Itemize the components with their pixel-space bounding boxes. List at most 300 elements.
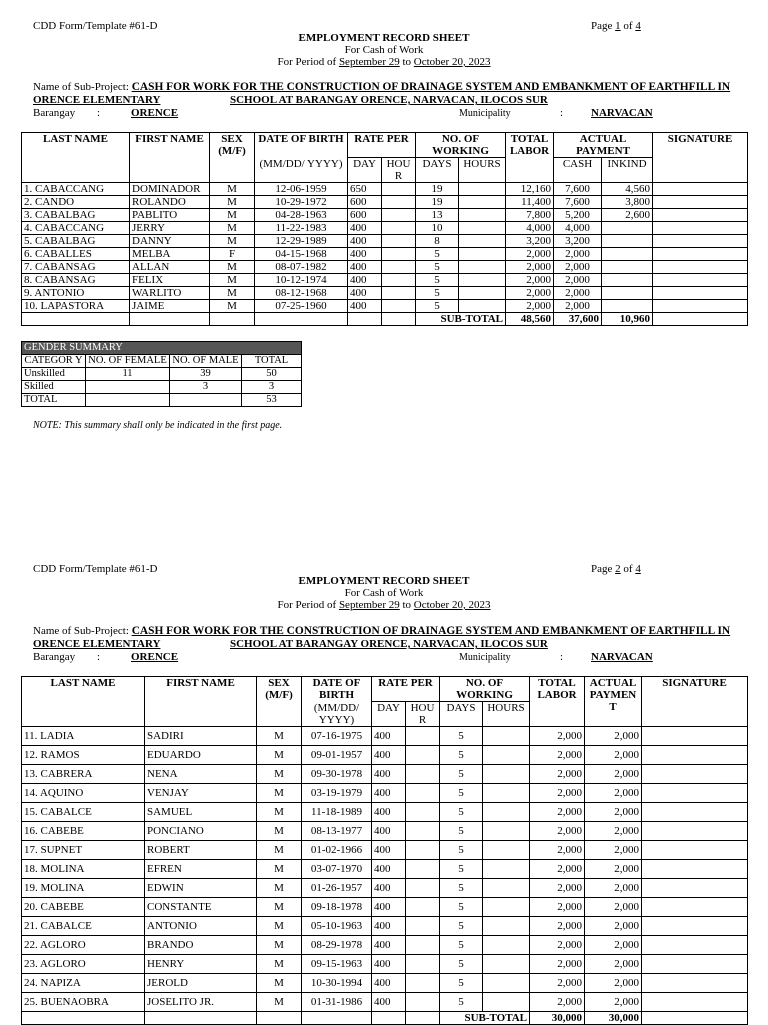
cell-sex: M [257, 822, 302, 841]
cell-total-labor: 2,000 [530, 974, 585, 993]
cell-sex: M [257, 727, 302, 746]
cell-total-labor: 2,000 [530, 822, 585, 841]
cell-inkind: 4,560 [602, 183, 653, 196]
table-row [22, 917, 748, 936]
col-total-labor: TOTAL LABOR [530, 677, 585, 727]
page-of: of [623, 20, 633, 32]
gs-cell-category: TOTAL [22, 394, 86, 407]
cell-dob: 08-12-1968 [255, 287, 348, 300]
cell-sex: M [210, 287, 255, 300]
cell-dob: 09-01-1957 [302, 746, 372, 765]
cell-signature [653, 287, 748, 300]
col-cash: CASH [554, 158, 602, 183]
cell-rate-day: 400 [348, 222, 382, 235]
barangay-colon: : [97, 651, 101, 663]
cell-rate-day: 600 [348, 209, 382, 222]
cell-dob: 01-26-1957 [302, 879, 372, 898]
cell-total-labor: 2,000 [530, 955, 585, 974]
cell-hours [459, 300, 506, 313]
cell-rate-hour [382, 300, 416, 313]
cell-first-name: EFREN [145, 860, 257, 879]
subtotal-cash: 37,600 [554, 313, 602, 326]
cell-rate-hour [382, 222, 416, 235]
subproject-line-2a: ORENCE ELEMENTARY [33, 638, 161, 650]
document-subtitle: For Cash of Work [344, 44, 424, 56]
cell-inkind [602, 287, 653, 300]
cell-last-name: 11. LADIA [22, 727, 145, 746]
cell-days: 5 [440, 765, 483, 784]
cell-signature [653, 274, 748, 287]
cell-hours [483, 879, 530, 898]
col-sex: SEX (M/F) [257, 677, 302, 727]
cell-rate-hour [406, 993, 440, 1012]
cell-sex: M [257, 898, 302, 917]
col-actual-payment: ACTUAL PAYMENT [554, 133, 653, 158]
table-row [22, 235, 748, 248]
cell-sex: M [257, 879, 302, 898]
cell-inkind: 2,600 [602, 209, 653, 222]
cell-first-name: NENA [145, 765, 257, 784]
col-first-name: FIRST NAME [130, 133, 210, 183]
cell-rate-day: 400 [372, 898, 406, 917]
cell-first-name: CONSTANTE [145, 898, 257, 917]
cell-days: 5 [440, 974, 483, 993]
cell-sex: M [257, 955, 302, 974]
form-code: CDD Form/Template #61-D [33, 563, 158, 575]
cell-last-name: 17. SUPNET [22, 841, 145, 860]
gender-summary-title: GENDER SUMMARY [22, 342, 302, 355]
subproject-line-2a: ORENCE ELEMENTARY [33, 94, 161, 106]
cell-days: 5 [440, 917, 483, 936]
municipality-value: NARVACAN [591, 651, 653, 663]
cell-cash: 2,000 [554, 274, 602, 287]
subproject-label: Name of Sub-Project: [33, 81, 129, 93]
cell-rate-day: 650 [348, 183, 382, 196]
cell-sex: M [257, 936, 302, 955]
cell-signature [653, 209, 748, 222]
municipality-label: Municipality [459, 652, 511, 663]
col-last-name: LAST NAME [22, 133, 130, 183]
cell-dob: 04-15-1968 [255, 248, 348, 261]
gs-cell-male: 39 [170, 368, 242, 381]
table-row [22, 822, 748, 841]
col-work-hours: HOURS [459, 158, 506, 183]
cell-last-name: 14. AQUINO [22, 784, 145, 803]
cell-rate-hour [406, 936, 440, 955]
cell-sex: M [210, 235, 255, 248]
subtotal-inkind: 10,960 [602, 313, 653, 326]
cell-sex: M [210, 274, 255, 287]
cell-sex: M [257, 917, 302, 936]
cell-rate-hour [406, 746, 440, 765]
cell-first-name: ALLAN [130, 261, 210, 274]
table-row [22, 196, 748, 209]
cell-cash: 2,000 [554, 300, 602, 313]
cell-cash: 2,000 [554, 287, 602, 300]
cell-rate-hour [406, 974, 440, 993]
cell-first-name: BRANDO [145, 936, 257, 955]
cell-first-name: MELBA [130, 248, 210, 261]
cell-rate-day: 400 [372, 746, 406, 765]
gs-cell-male [170, 394, 242, 407]
cell-rate-day: 400 [372, 822, 406, 841]
cell-actual-payment: 2,000 [585, 841, 642, 860]
table-row [22, 841, 748, 860]
cell-total-labor: 11,400 [506, 196, 554, 209]
col-rate-per: RATE PER [372, 677, 440, 702]
cell-actual-payment: 2,000 [585, 974, 642, 993]
cell-hours [483, 860, 530, 879]
cell-rate-hour [406, 803, 440, 822]
cell-total-labor: 2,000 [530, 803, 585, 822]
cell-actual-payment: 2,000 [585, 860, 642, 879]
period-start: September 29 [338, 56, 400, 68]
table-row [22, 898, 748, 917]
cell-days: 5 [440, 746, 483, 765]
cell-rate-hour [382, 196, 416, 209]
table-row [22, 993, 748, 1012]
gs-cell-total: 3 [242, 381, 302, 394]
page-total: 4 [635, 20, 641, 32]
col-dob: DATE OF BIRTH [302, 677, 372, 702]
table-row [22, 746, 748, 765]
cell-days: 5 [416, 248, 459, 261]
subproject-name: CASH FOR WORK FOR THE CONSTRUCTION OF DRAINAGE SYSTEM AND EMBANKMENT OF EARTHFILL IN [131, 81, 731, 93]
cell-signature [642, 955, 748, 974]
cell-dob: 04-28-1963 [255, 209, 348, 222]
cell-hours [483, 993, 530, 1012]
cell-last-name: 24. NAPIZA [22, 974, 145, 993]
subtotal-row [22, 1012, 748, 1025]
cell-total-labor: 2,000 [530, 746, 585, 765]
cell-first-name: WARLITO [130, 287, 210, 300]
cell-total-labor: 2,000 [530, 784, 585, 803]
cell-days: 8 [416, 235, 459, 248]
cell-last-name: 4. CABACCANG [22, 222, 130, 235]
cell-last-name: 3. CABALBAG [22, 209, 130, 222]
cell-signature [642, 822, 748, 841]
cell-total-labor: 2,000 [506, 248, 554, 261]
col-no-of-working: NO. OF WORKING [416, 133, 506, 158]
cell-sex: M [257, 803, 302, 822]
municipality-colon: : [560, 651, 564, 663]
cell-first-name: VENJAY [145, 784, 257, 803]
cell-days: 5 [440, 936, 483, 955]
cell-signature [642, 841, 748, 860]
table-row [22, 860, 748, 879]
cell-rate-hour [382, 248, 416, 261]
cell-sex: M [257, 765, 302, 784]
cell-first-name: PONCIANO [145, 822, 257, 841]
gs-cell-total: 50 [242, 368, 302, 381]
cell-rate-day: 400 [372, 993, 406, 1012]
gs-col-female: NO. OF FEMALE [86, 355, 170, 368]
cell-total-labor: 2,000 [506, 274, 554, 287]
cell-actual-payment: 2,000 [585, 765, 642, 784]
cell-rate-hour [406, 917, 440, 936]
cell-hours [483, 822, 530, 841]
cell-hours [483, 841, 530, 860]
col-work-hours: HOURS [483, 702, 530, 727]
cell-last-name: 10. LAPASTORA [22, 300, 130, 313]
cell-cash: 5,200 [554, 209, 602, 222]
table-row [22, 183, 748, 196]
barangay-colon: : [97, 107, 101, 119]
col-signature: SIGNATURE [653, 133, 748, 183]
cell-first-name: JOSELITO JR. [145, 993, 257, 1012]
cell-days: 5 [440, 784, 483, 803]
cell-dob: 07-25-1960 [255, 300, 348, 313]
cell-inkind [602, 300, 653, 313]
period-to: to [402, 599, 412, 611]
col-first-name: FIRST NAME [145, 677, 257, 727]
cell-inkind [602, 248, 653, 261]
cell-hours [483, 936, 530, 955]
cell-total-labor: 2,000 [506, 287, 554, 300]
cell-last-name: 16. CABEBE [22, 822, 145, 841]
cell-signature [642, 860, 748, 879]
gs-col-male: NO. OF MALE [170, 355, 242, 368]
table-row [22, 974, 748, 993]
cell-last-name: 5. CABALBAG [22, 235, 130, 248]
cell-first-name: JAIME [130, 300, 210, 313]
cell-last-name: 25. BUENAOBRA [22, 993, 145, 1012]
cell-hours [483, 784, 530, 803]
cell-days: 5 [440, 860, 483, 879]
cell-first-name: EDWIN [145, 879, 257, 898]
cell-dob: 07-16-1975 [302, 727, 372, 746]
cell-days: 5 [416, 274, 459, 287]
cell-hours [459, 183, 506, 196]
cell-sex: M [257, 974, 302, 993]
cell-hours [483, 955, 530, 974]
cell-sex: M [210, 222, 255, 235]
cell-signature [653, 235, 748, 248]
cell-rate-day: 400 [372, 936, 406, 955]
cell-total-labor: 12,160 [506, 183, 554, 196]
cell-hours [483, 765, 530, 784]
municipality-colon: : [560, 107, 564, 119]
cell-total-labor: 3,200 [506, 235, 554, 248]
cell-dob: 10-12-1974 [255, 274, 348, 287]
cell-signature [653, 196, 748, 209]
cell-dob: 09-15-1963 [302, 955, 372, 974]
page-number: 1 [615, 20, 621, 32]
cell-inkind [602, 222, 653, 235]
cell-days: 5 [440, 803, 483, 822]
page-number: 2 [615, 563, 621, 575]
table-row [22, 784, 748, 803]
col-rate-day: DAY [372, 702, 406, 727]
col-rate-per: RATE PER [348, 133, 416, 158]
col-no-of-working: NO. OF WORKING [440, 677, 530, 702]
municipality-label: Municipality [459, 108, 511, 119]
page-label: Page [591, 20, 613, 32]
cell-first-name: HENRY [145, 955, 257, 974]
subproject-label: Name of Sub-Project: [33, 625, 129, 637]
subtotal-label: SUB-TOTAL [416, 313, 506, 326]
col-dob-format: (MM/DD/ YYYY) [255, 158, 348, 183]
period-line [0, 56, 768, 68]
cell-dob: 10-29-1972 [255, 196, 348, 209]
cell-first-name: PABLITO [130, 209, 210, 222]
period-label: For Period of [277, 56, 337, 68]
cell-rate-day: 400 [348, 274, 382, 287]
subproject-line-1 [33, 81, 730, 93]
table-row [22, 727, 748, 746]
cell-hours [459, 196, 506, 209]
gs-col-total: TOTAL [242, 355, 302, 368]
cell-rate-hour [406, 841, 440, 860]
period-line [0, 599, 768, 611]
cell-dob: 09-30-1978 [302, 765, 372, 784]
cell-rate-hour [406, 765, 440, 784]
cell-total-labor: 7,800 [506, 209, 554, 222]
document-title: EMPLOYMENT RECORD SHEET [298, 32, 470, 44]
cell-days: 5 [440, 727, 483, 746]
cell-rate-day: 400 [372, 974, 406, 993]
period-start: September 29 [338, 599, 400, 611]
cell-hours [459, 235, 506, 248]
cell-signature [642, 879, 748, 898]
cell-signature [653, 248, 748, 261]
cell-sex: M [257, 746, 302, 765]
cell-days: 19 [416, 196, 459, 209]
cell-dob: 12-06-1959 [255, 183, 348, 196]
cell-first-name: ROBERT [145, 841, 257, 860]
cell-actual-payment: 2,000 [585, 879, 642, 898]
cell-total-labor: 2,000 [530, 860, 585, 879]
page-indicator [591, 563, 641, 575]
cell-signature [642, 898, 748, 917]
cell-cash: 7,600 [554, 196, 602, 209]
cell-signature [642, 784, 748, 803]
cell-dob: 11-18-1989 [302, 803, 372, 822]
cell-cash: 2,000 [554, 261, 602, 274]
table-row [22, 300, 748, 313]
cell-signature [642, 803, 748, 822]
cell-signature [642, 936, 748, 955]
cell-total-labor: 2,000 [506, 300, 554, 313]
cell-last-name: 9. ANTONIO [22, 287, 130, 300]
municipality-value: NARVACAN [591, 107, 653, 119]
cell-days: 5 [440, 879, 483, 898]
cell-dob: 05-10-1963 [302, 917, 372, 936]
cell-dob: 01-02-1966 [302, 841, 372, 860]
cell-hours [483, 746, 530, 765]
subproject-line-1 [33, 625, 730, 637]
cell-hours [459, 274, 506, 287]
cell-first-name: ROLANDO [130, 196, 210, 209]
cell-signature [642, 974, 748, 993]
cell-actual-payment: 2,000 [585, 955, 642, 974]
cell-cash: 4,000 [554, 222, 602, 235]
gender-summary-row [22, 368, 302, 381]
table-row [22, 248, 748, 261]
col-last-name: LAST NAME [22, 677, 145, 727]
table-row [22, 955, 748, 974]
col-dob: DATE OF BIRTH [255, 133, 348, 158]
cell-signature [642, 917, 748, 936]
cell-rate-hour [406, 879, 440, 898]
cell-rate-day: 400 [372, 727, 406, 746]
cell-hours [459, 209, 506, 222]
cell-hours [483, 974, 530, 993]
period-end: October 20, 2023 [413, 56, 491, 68]
cell-dob: 08-07-1982 [255, 261, 348, 274]
cell-days: 5 [440, 822, 483, 841]
cell-total-labor: 2,000 [530, 841, 585, 860]
subtotal-actual-payment: 30,000 [585, 1012, 642, 1025]
cell-inkind [602, 274, 653, 287]
cell-last-name: 1. CABACCANG [22, 183, 130, 196]
gs-cell-category: Unskilled [22, 368, 86, 381]
cell-days: 5 [440, 993, 483, 1012]
cell-sex: F [210, 248, 255, 261]
cell-actual-payment: 2,000 [585, 936, 642, 955]
cell-rate-day: 400 [372, 803, 406, 822]
cell-rate-hour [382, 183, 416, 196]
gs-cell-total: 53 [242, 394, 302, 407]
cell-last-name: 13. CABRERA [22, 765, 145, 784]
subtotal-row [22, 313, 748, 326]
table-row [22, 936, 748, 955]
gs-cell-female [86, 381, 170, 394]
cell-dob: 03-07-1970 [302, 860, 372, 879]
cell-rate-hour [382, 209, 416, 222]
cell-rate-hour [382, 235, 416, 248]
subproject-name: CASH FOR WORK FOR THE CONSTRUCTION OF DRAINAGE SYSTEM AND EMBANKMENT OF EARTHFILL IN [131, 625, 731, 637]
cell-actual-payment: 2,000 [585, 746, 642, 765]
gender-summary-row [22, 394, 302, 407]
cell-days: 5 [416, 287, 459, 300]
cell-cash: 3,200 [554, 235, 602, 248]
document-subtitle: For Cash of Work [344, 587, 424, 599]
cell-days: 5 [440, 841, 483, 860]
cell-sex: M [210, 300, 255, 313]
cell-signature [653, 183, 748, 196]
cell-rate-hour [382, 261, 416, 274]
cell-last-name: 20. CABEBE [22, 898, 145, 917]
cell-rate-day: 400 [348, 300, 382, 313]
gs-cell-male: 3 [170, 381, 242, 394]
page-indicator [591, 20, 641, 32]
cell-hours [483, 727, 530, 746]
cell-last-name: 7. CABANSAG [22, 261, 130, 274]
cell-rate-hour [406, 784, 440, 803]
cell-first-name: SADIRI [145, 727, 257, 746]
cell-hours [459, 222, 506, 235]
cell-total-labor: 2,000 [530, 879, 585, 898]
cell-rate-hour [406, 898, 440, 917]
cell-total-labor: 2,000 [530, 727, 585, 746]
gender-summary-row [22, 381, 302, 394]
col-signature: SIGNATURE [642, 677, 748, 727]
cell-last-name: 15. CABALCE [22, 803, 145, 822]
cell-actual-payment: 2,000 [585, 993, 642, 1012]
cell-last-name: 12. RAMOS [22, 746, 145, 765]
col-total-labor: TOTAL LABOR [506, 133, 554, 183]
cell-signature [642, 746, 748, 765]
col-actual-payment: ACTUAL PAYMEN T [585, 677, 642, 727]
cell-rate-hour [406, 860, 440, 879]
gender-summary-note: NOTE: This summary shall only be indicated in the first page. [33, 420, 283, 431]
cell-rate-hour [406, 822, 440, 841]
cell-last-name: 23. AGLORO [22, 955, 145, 974]
cell-dob: 11-22-1983 [255, 222, 348, 235]
subproject-line-2b: SCHOOL AT BARANGAY ORENCE, NARVACAN, ILOCOS SUR [230, 94, 548, 106]
cell-days: 13 [416, 209, 459, 222]
